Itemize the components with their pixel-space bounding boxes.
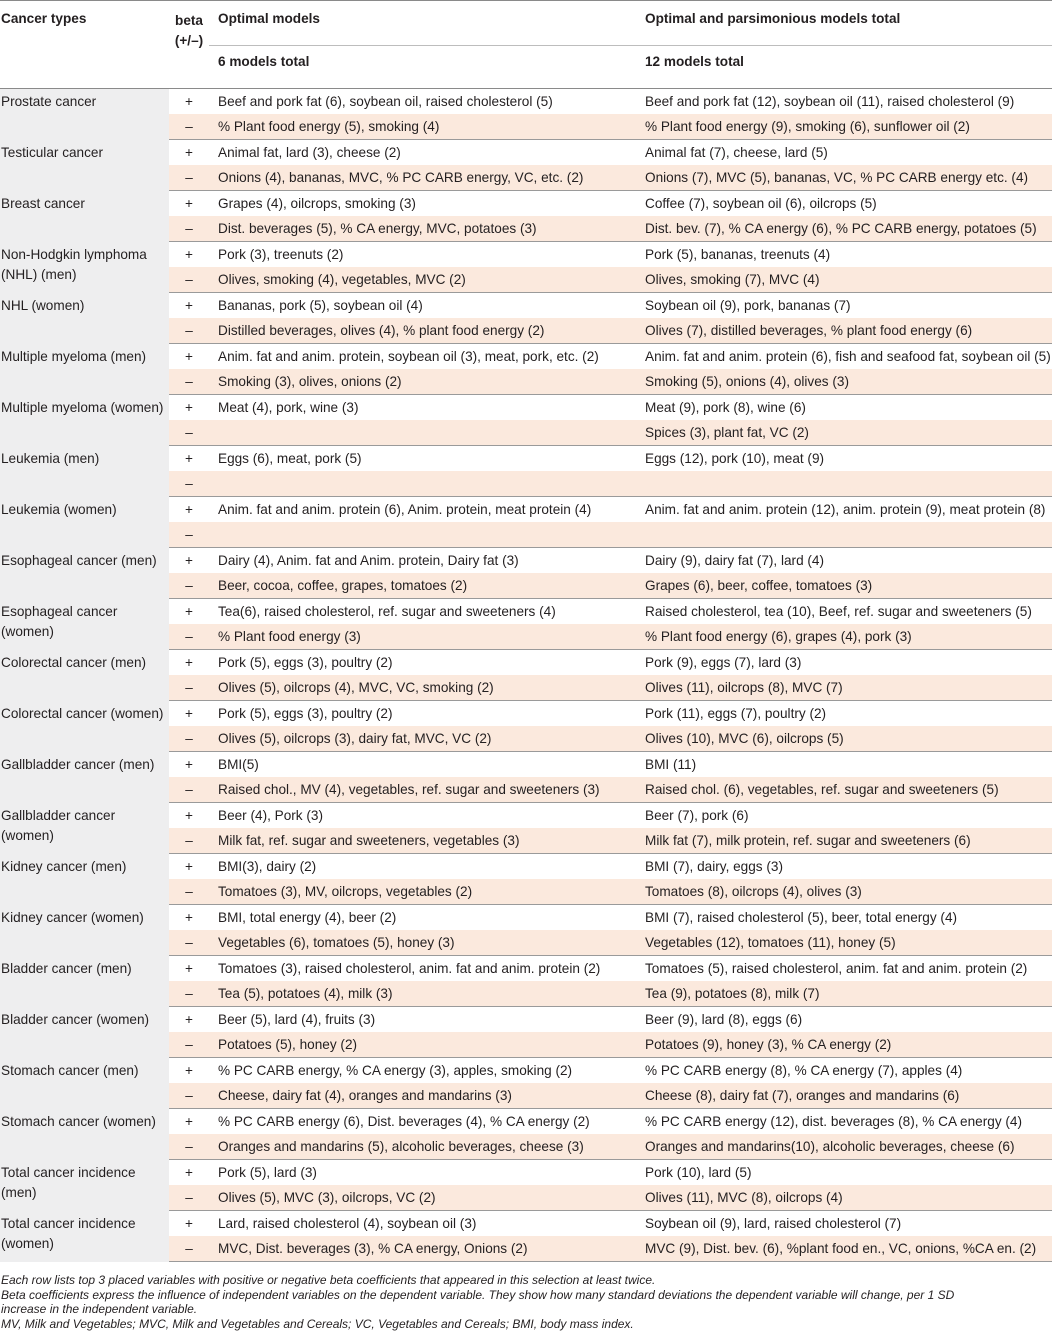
parsimonious-negative-cell: Smoking (5), onions (4), olives (3) xyxy=(636,369,1052,395)
cancer-type-cell: Gallbladder cancer (men) xyxy=(0,752,169,803)
optimal-negative-cell: Tomatoes (3), MV, oilcrops, vegetables (2) xyxy=(209,879,636,905)
table-row xyxy=(0,89,1052,115)
beta-positive-sign: + xyxy=(169,1007,209,1033)
optimal-positive-cell: % PC CARB energy (6), Dist. beverages (4), % CA energy (2) xyxy=(209,1109,636,1135)
parsimonious-positive-cell: Tomatoes (5), raised cholesterol, anim. fat and anim. protein (2) xyxy=(636,956,1052,982)
parsimonious-negative-cell: Oranges and mandarins(10), alcoholic beverages, cheese (6) xyxy=(636,1134,1052,1160)
subheader-optimal: 6 models total xyxy=(209,46,636,89)
parsimonious-negative-cell: Olives (11), MVC (8), oilcrops (4) xyxy=(636,1185,1052,1211)
table-row xyxy=(0,1211,1052,1237)
optimal-negative-cell xyxy=(209,420,636,446)
cancer-type-cell: Multiple myeloma (men) xyxy=(0,344,169,395)
beta-positive-sign: + xyxy=(169,905,209,931)
table-row xyxy=(0,701,1052,727)
beta-negative-sign: – xyxy=(169,573,209,599)
table-row xyxy=(0,242,1052,268)
table-row xyxy=(0,446,1052,472)
parsimonious-negative-cell: Olives, smoking (7), MVC (4) xyxy=(636,267,1052,293)
optimal-negative-cell: Distilled beverages, olives (4), % plant food energy (2) xyxy=(209,318,636,344)
cancer-type-cell: Bladder cancer (women) xyxy=(0,1007,169,1058)
header-beta-label: beta (+/–) xyxy=(174,11,204,51)
beta-positive-sign: + xyxy=(169,803,209,829)
parsimonious-positive-cell: Raised cholesterol, tea (10), Beef, ref. sugar and sweeteners (5) xyxy=(636,599,1052,625)
table-row xyxy=(0,1160,1052,1186)
beta-positive-sign: + xyxy=(169,548,209,574)
parsimonious-positive-cell: Meat (9), pork (8), wine (6) xyxy=(636,395,1052,421)
cancer-type-cell: Kidney cancer (men) xyxy=(0,854,169,905)
optimal-positive-cell: Eggs (6), meat, pork (5) xyxy=(209,446,636,472)
table-row xyxy=(0,650,1052,676)
table-row xyxy=(0,599,1052,625)
optimal-positive-cell: Anim. fat and anim. protein (6), Anim. protein, meat protein (4) xyxy=(209,497,636,523)
cancer-type-cell: Leukemia (men) xyxy=(0,446,169,497)
beta-positive-sign: + xyxy=(169,242,209,268)
optimal-positive-cell: Lard, raised cholesterol (4), soybean oil (3) xyxy=(209,1211,636,1237)
optimal-positive-cell: Animal fat, lard (3), cheese (2) xyxy=(209,140,636,166)
optimal-positive-cell: Pork (5), eggs (3), poultry (2) xyxy=(209,650,636,676)
optimal-positive-cell: Anim. fat and anim. protein, soybean oil (3), meat, pork, etc. (2) xyxy=(209,344,636,370)
cancer-type-cell: Colorectal cancer (men) xyxy=(0,650,169,701)
parsimonious-positive-cell: Anim. fat and anim. protein (6), fish and seafood fat, soybean oil (5) xyxy=(636,344,1052,370)
parsimonious-positive-cell: Dairy (9), dairy fat (7), lard (4) xyxy=(636,548,1052,574)
cancer-type-cell: Total cancer incidence (women) xyxy=(0,1211,169,1262)
parsimonious-positive-cell: Pork (10), lard (5) xyxy=(636,1160,1052,1186)
optimal-negative-cell: Tea (5), potatoes (4), milk (3) xyxy=(209,981,636,1007)
table-row xyxy=(0,191,1052,217)
parsimonious-positive-cell: % PC CARB energy (8), % CA energy (7), apples (4) xyxy=(636,1058,1052,1084)
cancer-type-cell: NHL (women) xyxy=(0,293,169,344)
beta-negative-sign: – xyxy=(169,981,209,1007)
table-row xyxy=(0,344,1052,370)
parsimonious-negative-cell: Olives (10), MVC (6), oilcrops (5) xyxy=(636,726,1052,752)
parsimonious-negative-cell: Raised chol. (6), vegetables, ref. sugar and sweeteners (5) xyxy=(636,777,1052,803)
optimal-positive-cell: Pork (5), eggs (3), poultry (2) xyxy=(209,701,636,727)
beta-positive-sign: + xyxy=(169,1109,209,1135)
footnote-1: Each row lists top 3 placed variables with positive or negative beta coefficients that appeared in this selection at least twice. xyxy=(1,1273,1049,1288)
optimal-negative-cell: Oranges and mandarins (5), alcoholic beverages, cheese (3) xyxy=(209,1134,636,1160)
optimal-negative-cell xyxy=(209,522,636,548)
optimal-positive-cell: Bananas, pork (5), soybean oil (4) xyxy=(209,293,636,319)
cancer-type-cell: Total cancer incidence (men) xyxy=(0,1160,169,1211)
parsimonious-positive-cell: Coffee (7), soybean oil (6), oilcrops (5) xyxy=(636,191,1052,217)
parsimonious-negative-cell: Cheese (8), dairy fat (7), oranges and mandarins (6) xyxy=(636,1083,1052,1109)
parsimonious-positive-cell: Beer (9), lard (8), eggs (6) xyxy=(636,1007,1052,1033)
optimal-negative-cell: Raised chol., MV (4), vegetables, ref. sugar and sweeteners (3) xyxy=(209,777,636,803)
footnote-3: increase in the independent variable. xyxy=(1,1302,1049,1317)
beta-positive-sign: + xyxy=(169,599,209,625)
beta-positive-sign: + xyxy=(169,191,209,217)
optimal-negative-cell: Olives (5), oilcrops (3), dairy fat, MVC, VC (2) xyxy=(209,726,636,752)
cancer-type-cell: Bladder cancer (men) xyxy=(0,956,169,1007)
beta-negative-sign: – xyxy=(169,1083,209,1109)
optimal-negative-cell: Onions (4), bananas, MVC, % PC CARB energy, VC, etc. (2) xyxy=(209,165,636,191)
beta-negative-sign: – xyxy=(169,369,209,395)
beta-negative-sign: – xyxy=(169,165,209,191)
beta-negative-sign: – xyxy=(169,114,209,140)
parsimonious-negative-cell: Tomatoes (8), oilcrops (4), olives (3) xyxy=(636,879,1052,905)
beta-positive-sign: + xyxy=(169,701,209,727)
table-row xyxy=(0,1058,1052,1084)
cancer-type-cell: Esophageal cancer (women) xyxy=(0,599,169,650)
optimal-positive-cell: Tomatoes (3), raised cholesterol, anim. fat and anim. protein (2) xyxy=(209,956,636,982)
parsimonious-negative-cell xyxy=(636,522,1052,548)
beta-negative-sign: – xyxy=(169,777,209,803)
optimal-negative-cell: Vegetables (6), tomatoes (5), honey (3) xyxy=(209,930,636,956)
beta-positive-sign: + xyxy=(169,89,209,115)
table-row xyxy=(0,497,1052,523)
parsimonious-negative-cell: Onions (7), MVC (5), bananas, VC, % PC CARB energy etc. (4) xyxy=(636,165,1052,191)
beta-negative-sign: – xyxy=(169,828,209,854)
beta-positive-sign: + xyxy=(169,140,209,166)
parsimonious-positive-cell: Pork (5), bananas, treenuts (4) xyxy=(636,242,1052,268)
cancer-type-cell: Multiple myeloma (women) xyxy=(0,395,169,446)
optimal-positive-cell: Grapes (4), oilcrops, smoking (3) xyxy=(209,191,636,217)
subheader-parsimonious: 12 models total xyxy=(636,46,1052,89)
table-row xyxy=(0,140,1052,166)
optimal-positive-cell: BMI(5) xyxy=(209,752,636,778)
parsimonious-positive-cell: % PC CARB energy (12), dist. beverages (8), % CA energy (4) xyxy=(636,1109,1052,1135)
optimal-negative-cell: MVC, Dist. beverages (3), % CA energy, Onions (2) xyxy=(209,1236,636,1262)
parsimonious-negative-cell: Dist. bev. (7), % CA energy (6), % PC CARB energy, potatoes (5) xyxy=(636,216,1052,242)
beta-negative-sign: – xyxy=(169,216,209,242)
cancer-type-cell: Testicular cancer xyxy=(0,140,169,191)
optimal-negative-cell: Olives (5), oilcrops (4), MVC, VC, smoking (2) xyxy=(209,675,636,701)
table-row xyxy=(0,803,1052,829)
parsimonious-negative-cell: % Plant food energy (9), smoking (6), sunflower oil (2) xyxy=(636,114,1052,140)
beta-negative-sign: – xyxy=(169,675,209,701)
parsimonious-positive-cell: Beer (7), pork (6) xyxy=(636,803,1052,829)
parsimonious-negative-cell: Olives (11), oilcrops (8), MVC (7) xyxy=(636,675,1052,701)
beta-negative-sign: – xyxy=(169,930,209,956)
parsimonious-positive-cell: Animal fat (7), cheese, lard (5) xyxy=(636,140,1052,166)
footnotes xyxy=(0,1262,1049,1331)
parsimonious-positive-cell: BMI (11) xyxy=(636,752,1052,778)
cancer-type-cell: Breast cancer xyxy=(0,191,169,242)
beta-positive-sign: + xyxy=(169,1160,209,1186)
header-row xyxy=(0,1,1052,46)
optimal-negative-cell: Olives, smoking (4), vegetables, MVC (2) xyxy=(209,267,636,293)
optimal-positive-cell: BMI(3), dairy (2) xyxy=(209,854,636,880)
parsimonious-negative-cell: Grapes (6), beer, coffee, tomatoes (3) xyxy=(636,573,1052,599)
beta-negative-sign: – xyxy=(169,267,209,293)
parsimonious-positive-cell: BMI (7), dairy, eggs (3) xyxy=(636,854,1052,880)
beta-negative-sign: – xyxy=(169,1185,209,1211)
cancer-type-cell: Colorectal cancer (women) xyxy=(0,701,169,752)
parsimonious-positive-cell: Anim. fat and anim. protein (12), anim. protein (9), meat protein (8) xyxy=(636,497,1052,523)
beta-positive-sign: + xyxy=(169,446,209,472)
optimal-negative-cell: Smoking (3), olives, onions (2) xyxy=(209,369,636,395)
beta-negative-sign: – xyxy=(169,522,209,548)
beta-negative-sign: – xyxy=(169,318,209,344)
beta-positive-sign: + xyxy=(169,854,209,880)
cancer-type-cell: Leukemia (women) xyxy=(0,497,169,548)
parsimonious-negative-cell: Olives (7), distilled beverages, % plant food energy (6) xyxy=(636,318,1052,344)
parsimonious-positive-cell: Eggs (12), pork (10), meat (9) xyxy=(636,446,1052,472)
beta-positive-sign: + xyxy=(169,395,209,421)
cancer-type-cell: Stomach cancer (men) xyxy=(0,1058,169,1109)
table-row xyxy=(0,905,1052,931)
cancer-type-cell: Non-Hodgkin lymphoma (NHL) (men) xyxy=(0,242,169,293)
beta-positive-sign: + xyxy=(169,344,209,370)
beta-positive-sign: + xyxy=(169,650,209,676)
beta-positive-sign: + xyxy=(169,1211,209,1237)
optimal-negative-cell: % Plant food energy (5), smoking (4) xyxy=(209,114,636,140)
optimal-negative-cell: Milk fat, ref. sugar and sweeteners, vegetables (3) xyxy=(209,828,636,854)
parsimonious-positive-cell: Soybean oil (9), lard, raised cholesterol (7) xyxy=(636,1211,1052,1237)
optimal-positive-cell: Pork (5), lard (3) xyxy=(209,1160,636,1186)
parsimonious-negative-cell: Tea (9), potatoes (8), milk (7) xyxy=(636,981,1052,1007)
table-row xyxy=(0,1109,1052,1135)
optimal-negative-cell xyxy=(209,471,636,497)
header-beta xyxy=(169,1,209,89)
table-row xyxy=(0,395,1052,421)
parsimonious-positive-cell: Soybean oil (9), pork, bananas (7) xyxy=(636,293,1052,319)
beta-negative-sign: – xyxy=(169,879,209,905)
beta-negative-sign: – xyxy=(169,420,209,446)
parsimonious-positive-cell: Pork (11), eggs (7), poultry (2) xyxy=(636,701,1052,727)
beta-positive-sign: + xyxy=(169,752,209,778)
optimal-positive-cell: Tea(6), raised cholesterol, ref. sugar and sweeteners (4) xyxy=(209,599,636,625)
parsimonious-negative-cell: Spices (3), plant fat, VC (2) xyxy=(636,420,1052,446)
table-row xyxy=(0,854,1052,880)
footnote-4: MV, Milk and Vegetables; MVC, Milk and Vegetables and Cereals; VC, Vegetables and Cereals; BMI, body mass index. xyxy=(1,1317,1049,1331)
optimal-negative-cell: Potatoes (5), honey (2) xyxy=(209,1032,636,1058)
cancer-type-cell: Prostate cancer xyxy=(0,89,169,140)
header-cancer-types: Cancer types xyxy=(0,1,169,89)
beta-positive-sign: + xyxy=(169,293,209,319)
optimal-negative-cell: Cheese, dairy fat (4), oranges and mandarins (3) xyxy=(209,1083,636,1109)
parsimonious-positive-cell: Beef and pork fat (12), soybean oil (11), raised cholesterol (9) xyxy=(636,89,1052,115)
optimal-positive-cell: Dairy (4), Anim. fat and Anim. protein, Dairy fat (3) xyxy=(209,548,636,574)
beta-negative-sign: – xyxy=(169,624,209,650)
optimal-positive-cell: Beer (4), Pork (3) xyxy=(209,803,636,829)
footnote-2: Beta coefficients express the influence of independent variables on the dependent variable. They show how many standard deviations the dependent variable will change, per 1 SD xyxy=(1,1288,1049,1303)
beta-negative-sign: – xyxy=(169,1236,209,1262)
parsimonious-negative-cell xyxy=(636,471,1052,497)
table-row xyxy=(0,548,1052,574)
optimal-negative-cell: Dist. beverages (5), % CA energy, MVC, potatoes (3) xyxy=(209,216,636,242)
optimal-positive-cell: Pork (3), treenuts (2) xyxy=(209,242,636,268)
optimal-positive-cell: BMI, total energy (4), beer (2) xyxy=(209,905,636,931)
optimal-positive-cell: Beef and pork fat (6), soybean oil, raised cholesterol (5) xyxy=(209,89,636,115)
table-row xyxy=(0,752,1052,778)
parsimonious-negative-cell: % Plant food energy (6), grapes (4), pork (3) xyxy=(636,624,1052,650)
table-body xyxy=(0,89,1052,1262)
table-row xyxy=(0,293,1052,319)
header-parsimonious-models: Optimal and parsimonious models total xyxy=(636,1,1052,46)
cancer-type-cell: Stomach cancer (women) xyxy=(0,1109,169,1160)
beta-negative-sign: – xyxy=(169,1134,209,1160)
optimal-negative-cell: Beer, cocoa, coffee, grapes, tomatoes (2) xyxy=(209,573,636,599)
optimal-negative-cell: % Plant food energy (3) xyxy=(209,624,636,650)
parsimonious-negative-cell: Vegetables (12), tomatoes (11), honey (5) xyxy=(636,930,1052,956)
header-optimal-models: Optimal models xyxy=(209,1,636,46)
parsimonious-negative-cell: Potatoes (9), honey (3), % CA energy (2) xyxy=(636,1032,1052,1058)
optimal-positive-cell: % PC CARB energy, % CA energy (3), apples, smoking (2) xyxy=(209,1058,636,1084)
optimal-negative-cell: Olives (5), MVC (3), oilcrops, VC (2) xyxy=(209,1185,636,1211)
beta-positive-sign: + xyxy=(169,1058,209,1084)
parsimonious-negative-cell: MVC (9), Dist. bev. (6), %plant food en., VC, onions, %CA en. (2) xyxy=(636,1236,1052,1262)
parsimonious-positive-cell: Pork (9), eggs (7), lard (3) xyxy=(636,650,1052,676)
beta-negative-sign: – xyxy=(169,1032,209,1058)
table-row xyxy=(0,1007,1052,1033)
cancer-type-cell: Gallbladder cancer (women) xyxy=(0,803,169,854)
beta-positive-sign: + xyxy=(169,956,209,982)
beta-positive-sign: + xyxy=(169,497,209,523)
parsimonious-positive-cell: BMI (7), raised cholesterol (5), beer, total energy (4) xyxy=(636,905,1052,931)
table-row xyxy=(0,956,1052,982)
cancer-type-cell: Kidney cancer (women) xyxy=(0,905,169,956)
parsimonious-negative-cell: Milk fat (7), milk protein, ref. sugar and sweeteners (6) xyxy=(636,828,1052,854)
optimal-positive-cell: Beer (5), lard (4), fruits (3) xyxy=(209,1007,636,1033)
beta-negative-sign: – xyxy=(169,726,209,752)
optimal-positive-cell: Meat (4), pork, wine (3) xyxy=(209,395,636,421)
cancer-type-cell: Esophageal cancer (men) xyxy=(0,548,169,599)
beta-negative-sign: – xyxy=(169,471,209,497)
